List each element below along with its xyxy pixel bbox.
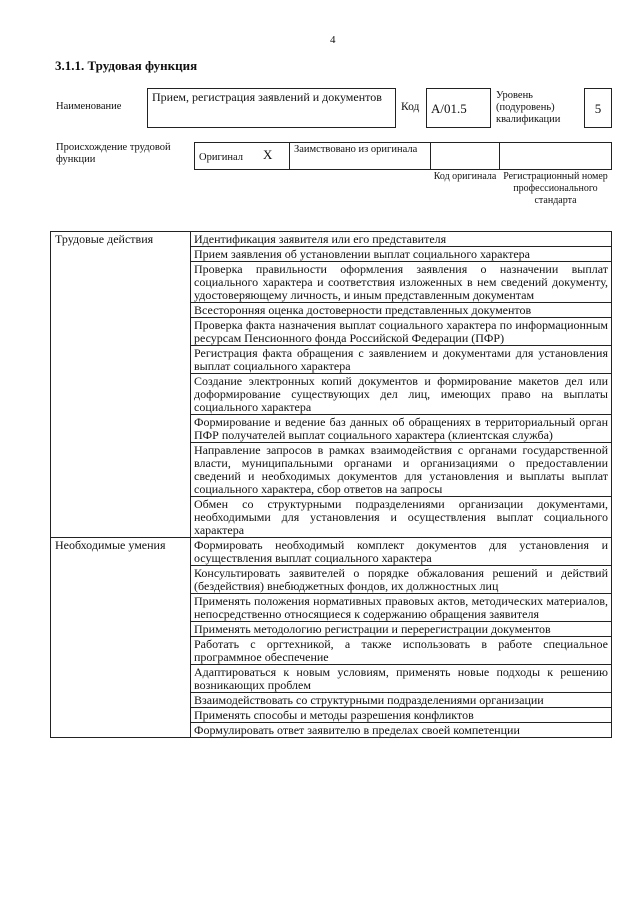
- code-value: A/01.5: [431, 101, 467, 116]
- origin-label: Происхождение трудовой функции: [56, 142, 171, 165]
- function-name: Прием, регистрация заявлений и документов: [152, 90, 382, 104]
- item-cell: Формирование и ведение баз данных об обращениях в территориальный орган ПФР получателей выплат социального характера (клиентская служба): [191, 415, 612, 443]
- item-cell: Работать с оргтехникой, а также использовать в работе специальное программное обеспечение: [191, 637, 612, 665]
- item-cell: Проверка правильности оформления заявления о назначении выплат социального характера и соответствия изложенных в нем сведений документу, удостоверяющему личность, и иным представленным документам: [191, 262, 612, 303]
- borrowed-label: Заимствовано из оригинала: [294, 144, 418, 155]
- table-row: [51, 232, 612, 247]
- category-cell: Необходимые умения: [51, 538, 191, 738]
- borrowed-box: [289, 142, 431, 170]
- category-cell: Трудовые действия: [51, 232, 191, 538]
- original-box: [194, 142, 290, 170]
- item-cell: Всесторонняя оценка достоверности представленных документов: [191, 303, 612, 318]
- function-table: [50, 231, 612, 738]
- item-cell: Прием заявления об установлении выплат социального характера: [191, 247, 612, 262]
- level-label: Уровень (подуровень) квалификации: [496, 90, 561, 125]
- code-caption: Код оригинала: [433, 171, 497, 182]
- item-cell: Проверка факта назначения выплат социального характера по информационным ресурсам Пенсионного фонда Российской Федерации (ПФР): [191, 318, 612, 346]
- item-cell: Применять положения нормативных правовых актов, методических материалов, непосредственно относящиеся к содержанию обращения заявителя: [191, 594, 612, 622]
- reg-caption: Регистрационный номер профессионального стандарта: [503, 171, 608, 206]
- function-name-box: [147, 88, 396, 128]
- reg-number-box: [499, 142, 612, 170]
- code-box: [426, 88, 491, 128]
- item-cell: Создание электронных копий документов и формирование макетов дел или доформирование существующих дел лиц, имеющих право на выплаты социального характера: [191, 374, 612, 415]
- item-cell: Адаптироваться к новым условиям, применять новые подходы к решению возникающих проблем: [191, 665, 612, 693]
- original-code-box: [430, 142, 500, 170]
- code-label: Код: [401, 101, 420, 113]
- table-row: [51, 538, 612, 566]
- page-number: 4: [330, 34, 336, 46]
- item-cell: Регистрация факта обращения с заявлением и документами для установления выплат социального характера: [191, 346, 612, 374]
- item-cell: Обмен со структурными подразделениями организации документами, необходимыми для установления и осуществления выплат социального характера: [191, 497, 612, 538]
- item-cell: Взаимодействовать со структурными подразделениями организации: [191, 693, 612, 708]
- level-box: [584, 88, 612, 128]
- original-label: Оригинал: [199, 152, 243, 163]
- item-cell: Применять способы и методы разрешения конфликтов: [191, 708, 612, 723]
- item-cell: Идентификация заявителя или его представителя: [191, 232, 612, 247]
- table-body: [51, 232, 612, 738]
- item-cell: Формулировать ответ заявителю в пределах своей компетенции: [191, 723, 612, 738]
- name-label: Наименование: [56, 101, 122, 112]
- level-value: 5: [594, 101, 602, 116]
- item-cell: Консультировать заявителей о порядке обжалования решений и действий (бездействия) внебюджетных фондов, их должностных лиц: [191, 566, 612, 594]
- item-cell: Формировать необходимый комплект документов для установления и осуществления выплат социального характера: [191, 538, 612, 566]
- item-cell: Направление запросов в рамках взаимодействия с органами государственной власти, муниципальными органами и организациями о предоставлении сведений и необходимых документов для установления и выплаты выплат социального характера, сбор ответов на запросы: [191, 443, 612, 497]
- item-cell: Применять методологию регистрации и перерегистрации документов: [191, 622, 612, 637]
- section-title: 3.1.1. Трудовая функция: [55, 58, 198, 73]
- original-mark: X: [263, 147, 273, 162]
